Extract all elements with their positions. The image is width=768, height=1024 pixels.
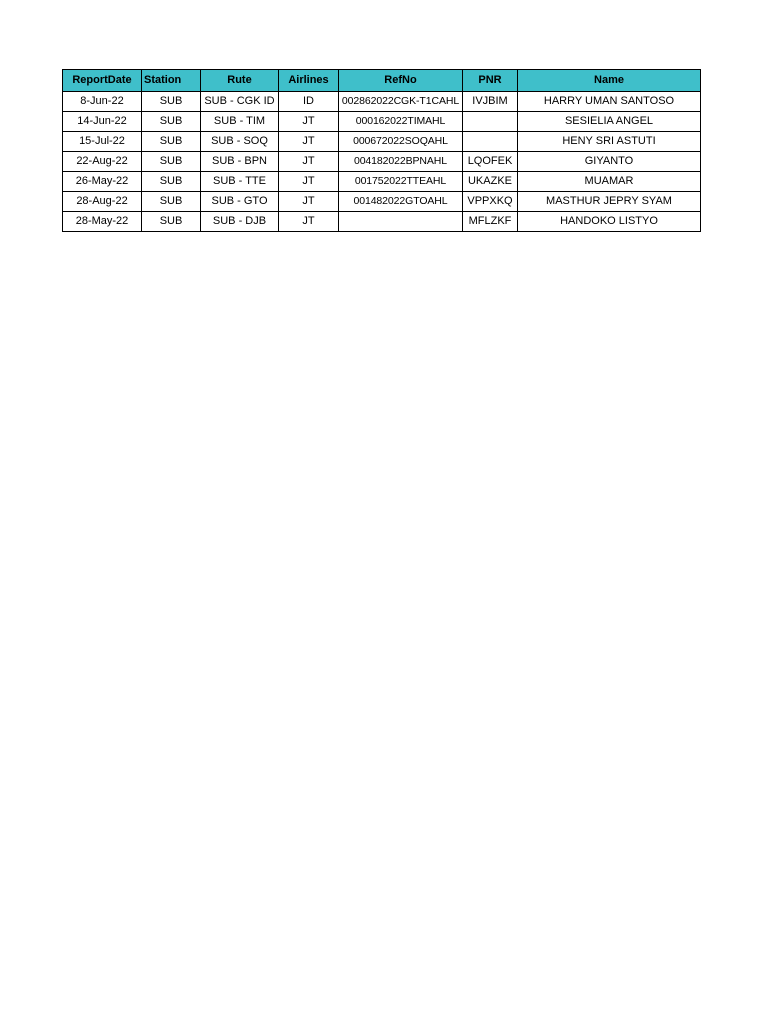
header-rute: Rute <box>201 70 279 92</box>
cell-rute: SUB - TTE <box>201 172 279 192</box>
cell-reportdate: 14-Jun-22 <box>63 112 142 132</box>
cell-reportdate: 8-Jun-22 <box>63 92 142 112</box>
table-row <box>63 112 701 132</box>
cell-rute: SUB - BPN <box>201 152 279 172</box>
table-row <box>63 192 701 212</box>
cell-name: SESIELIA ANGEL <box>518 112 701 132</box>
cell-pnr <box>463 112 518 132</box>
cell-name: HANDOKO LISTYO <box>518 212 701 232</box>
cell-station: SUB <box>142 92 201 112</box>
cell-refno: 001752022TTEAHL <box>339 172 463 192</box>
table-row <box>63 132 701 152</box>
table-row <box>63 152 701 172</box>
cell-name: GIYANTO <box>518 152 701 172</box>
cell-rute: SUB - GTO <box>201 192 279 212</box>
header-station: Station <box>142 70 201 92</box>
cell-name: HARRY UMAN SANTOSO <box>518 92 701 112</box>
cell-airlines: JT <box>279 132 339 152</box>
cell-refno: 004182022BPNAHL <box>339 152 463 172</box>
cell-name: MASTHUR JEPRY SYAM <box>518 192 701 212</box>
cell-station: SUB <box>142 172 201 192</box>
table-row <box>63 92 701 112</box>
cell-name: MUAMAR <box>518 172 701 192</box>
cell-reportdate: 28-May-22 <box>63 212 142 232</box>
cell-reportdate: 15-Jul-22 <box>63 132 142 152</box>
cell-pnr: VPPXKQ <box>463 192 518 212</box>
cell-rute: SUB - SOQ <box>201 132 279 152</box>
cell-refno: 000162022TIMAHL <box>339 112 463 132</box>
header-row <box>63 70 701 92</box>
cell-airlines: JT <box>279 212 339 232</box>
cell-station: SUB <box>142 112 201 132</box>
table-row <box>63 212 701 232</box>
cell-refno: 002862022CGK-T1CAHL <box>339 92 463 112</box>
report-table <box>62 69 701 232</box>
header-name: Name <box>518 70 701 92</box>
header-refno: RefNo <box>339 70 463 92</box>
cell-pnr: LQOFEK <box>463 152 518 172</box>
cell-rute: SUB - TIM <box>201 112 279 132</box>
cell-airlines: JT <box>279 192 339 212</box>
cell-pnr: MFLZKF <box>463 212 518 232</box>
cell-station: SUB <box>142 132 201 152</box>
spreadsheet-page <box>62 69 700 232</box>
cell-station: SUB <box>142 152 201 172</box>
cell-reportdate: 22-Aug-22 <box>63 152 142 172</box>
cell-airlines: JT <box>279 152 339 172</box>
header-airlines: Airlines <box>279 70 339 92</box>
cell-pnr: UKAZKE <box>463 172 518 192</box>
cell-airlines: ID <box>279 92 339 112</box>
cell-rute: SUB - DJB <box>201 212 279 232</box>
cell-refno <box>339 212 463 232</box>
table-row <box>63 172 701 192</box>
cell-station: SUB <box>142 212 201 232</box>
cell-airlines: JT <box>279 172 339 192</box>
cell-reportdate: 28-Aug-22 <box>63 192 142 212</box>
cell-refno: 000672022SOQAHL <box>339 132 463 152</box>
header-pnr: PNR <box>463 70 518 92</box>
cell-station: SUB <box>142 192 201 212</box>
cell-rute: SUB - CGK ID <box>201 92 279 112</box>
cell-refno: 001482022GTOAHL <box>339 192 463 212</box>
cell-reportdate: 26-May-22 <box>63 172 142 192</box>
cell-name: HENY SRI ASTUTI <box>518 132 701 152</box>
header-reportdate: ReportDate <box>63 70 142 92</box>
cell-pnr: IVJBIM <box>463 92 518 112</box>
cell-airlines: JT <box>279 112 339 132</box>
cell-pnr <box>463 132 518 152</box>
